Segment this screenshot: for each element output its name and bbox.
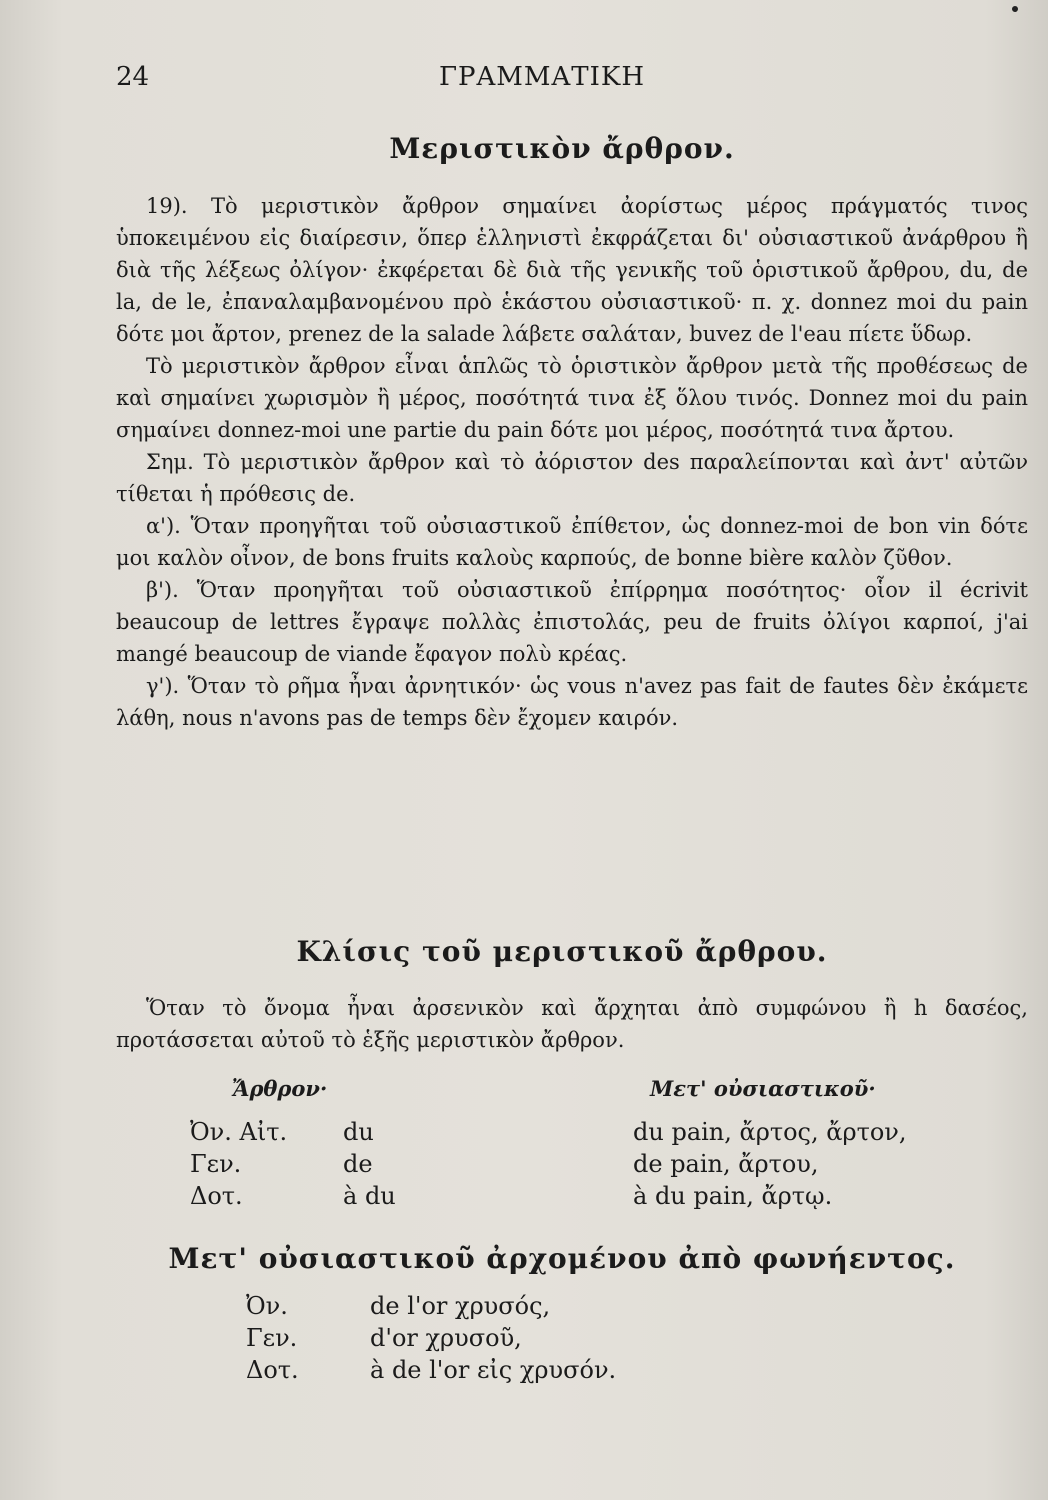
paragraph: Τὸ μεριστικὸν ἄρθρον εἶναι ἁπλῶς τὸ ὁριστικὸν ἄρθρον μετὰ τῆς προθέσεως de καὶ σημαίνει χωρισμὸν ἢ μέρος, ποσότητά τινα ἐξ ὅλου τινός. Donnez moi du pain σημαίνει donnez-moi une partie du pain δότε μοι μέρος, ποσότητά τινα ἄρτου.: [116, 354, 1028, 442]
paragraph: Ὅταν τὸ ὄνομα ἦναι ἀρσενικὸν καὶ ἄρχηται ἀπὸ συμφώνου ἢ h δασέος, προτάσσεται αὐτοῦ τὸ ἑξῆς μεριστικὸν ἄρθρον.: [116, 996, 1028, 1052]
declension-row: [0, 1182, 1048, 1216]
case-label: Δοτ.: [246, 1356, 299, 1384]
noun-form: du pain, ἄρτος, ἄρτον,: [633, 1118, 907, 1146]
page-header: [116, 62, 1008, 102]
section-body: [116, 190, 1028, 734]
declension-row: [0, 1118, 1048, 1152]
column-header-article: Ἄρθρον·: [232, 1076, 328, 1101]
rule-paragraph: γ'). Ὅταν τὸ ρῆμα ἦναι ἀρνητικόν· ὡς vous n'avez pas fait de fautes δὲν ἐκάμετε λάθη, nous n'avons pas de temps δὲν ἔχομεν καιρόν.: [116, 674, 1028, 730]
vowel-declension-row: [0, 1324, 1048, 1358]
declension-row: [0, 1150, 1048, 1184]
section-heading-declension: Κλίσις τοῦ μεριστικοῦ ἄρθρου.: [296, 935, 828, 968]
declined-form: de l'or χρυσός,: [370, 1292, 551, 1320]
section-heading-vowel-nouns: Μετ' οὐσιαστικοῦ ἀρχομένου ἀπὸ φωνήεντος.: [168, 1242, 956, 1275]
noun-form: de pain, ἄρτου,: [633, 1150, 819, 1178]
note-paragraph: Σημ. Τὸ μεριστικὸν ἄρθρον καὶ τὸ ἀόριστον des παραλείπονται καὶ ἀντ' αὐτῶν τίθεται ἡ πρόθεσις de.: [116, 450, 1028, 506]
section-heading-partitive-article: Μεριστικὸν ἄρθρον.: [389, 132, 735, 165]
declined-form: d'or χρυσοῦ,: [370, 1324, 522, 1352]
case-label: Γεν.: [246, 1324, 298, 1352]
case-label: Γεν.: [190, 1150, 242, 1178]
case-label: Ὀν. Αἰτ.: [190, 1118, 288, 1146]
page-number: 24: [116, 62, 150, 92]
noun-form: à du pain, ἄρτῳ.: [633, 1182, 833, 1210]
declined-form: à de l'or εἰς χρυσόν.: [370, 1356, 617, 1384]
declension-intro: [116, 992, 1028, 1056]
ink-speck: [1012, 6, 1018, 12]
article-form: du: [343, 1118, 374, 1146]
case-label: Ὀν.: [246, 1292, 288, 1320]
vowel-declension-row: [0, 1356, 1048, 1390]
article-form: à du: [343, 1182, 396, 1210]
column-header-with-noun: Μετ' οὐσιαστικοῦ·: [650, 1076, 876, 1101]
running-title: ΓΡΑΜΜΑΤΙΚΗ: [438, 62, 646, 92]
rule-paragraph: β'). Ὅταν προηγῆται τοῦ οὐσιαστικοῦ ἐπίρρημα ποσότητος· οἷον il écrivit beaucoup de lettres ἔγραψε πολλὰς ἐπιστολάς, peu de fruits ὀλίγοι καρποί, j'ai mangé beaucoup de viande ἔφαγον πολὺ κρέας.: [116, 578, 1028, 666]
article-form: de: [343, 1150, 373, 1178]
paragraph: 19). Τὸ μεριστικὸν ἄρθρον σημαίνει ἀορίστως μέρος πράγματός τινος ὑποκειμένου εἰς διαίρεσιν, ὅπερ ἑλληνιστὶ ἐκφράζεται δι' οὐσιαστικοῦ ἀνάρθρου ἢ διὰ τῆς λέξεως ὀλίγον· ἐκφέρεται δὲ διὰ τῆς γενικῆς τοῦ ὁριστικοῦ ἄρθρου, du, de la, de le, ἐπαναλαμβανομένου πρὸ ἑκάστου οὐσιαστικοῦ· π. χ. donnez moi du pain δότε μοι ἄρτον, prenez de la salade λάβετε σαλάταν, buvez de l'eau πίετε ὕδωρ.: [116, 194, 1028, 346]
case-label: Δοτ.: [190, 1182, 243, 1210]
rule-paragraph: α'). Ὅταν προηγῆται τοῦ οὐσιαστικοῦ ἐπίθετον, ὡς donnez-moi de bon vin δότε μοι καλὸν οἶνον, de bons fruits καλοὺς καρπούς, de bonne bière καλὸν ζῦθον.: [116, 514, 1028, 570]
vowel-declension-row: [0, 1292, 1048, 1326]
